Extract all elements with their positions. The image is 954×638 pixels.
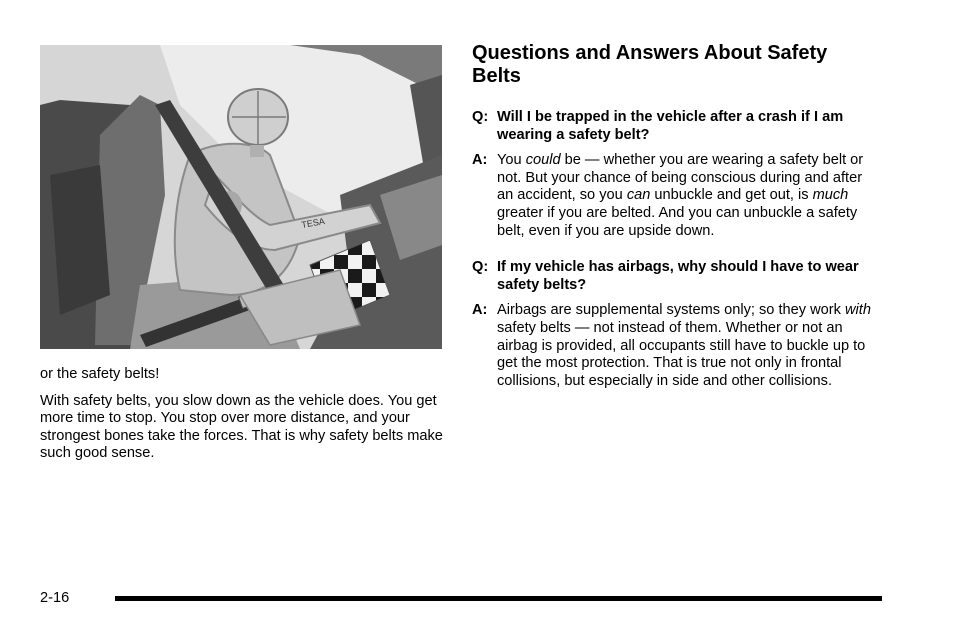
answer-segment: Airbags are supplemental systems only; so they work <box>497 302 845 319</box>
answer-2 <box>472 302 872 390</box>
answer-segment: greater if you are belted. And you can unbuckle a safety belt, even if you are upside down. <box>497 204 858 239</box>
question-text: Will I be trapped in the vehicle after a crash if I am wearing a safety belt? <box>497 109 844 143</box>
page-number: 2-16 <box>40 590 70 606</box>
footer-rule <box>115 596 882 601</box>
question-label: Q: <box>472 109 489 125</box>
question-text: If my vehicle has airbags, why should I have to wear safety belts? <box>497 259 859 293</box>
emphasis-much: much <box>812 187 849 204</box>
answer-text <box>497 302 872 390</box>
crash-test-dummy-illustration <box>40 45 442 349</box>
section-title: Questions and Answers About Safety Belts <box>472 42 828 87</box>
continuation-text: or the safety belts! <box>40 366 160 382</box>
answer-segment: unbuckle and get out, is <box>650 187 813 204</box>
answer-1 <box>472 152 872 240</box>
dummy-arm-marking: TESA <box>300 216 326 230</box>
answer-segment: You <box>497 152 526 169</box>
body-paragraph: With safety belts, you slow down as the vehicle does. You get more time to stop. You stop over more distance, and your strongest bones take the forces. That is why safety belts make such good sense. <box>40 392 443 462</box>
seat-shadow <box>50 165 110 315</box>
question-label: Q: <box>472 259 489 276</box>
right-column <box>472 42 872 409</box>
crash-test-photo <box>40 45 442 349</box>
answer-label: A: <box>472 302 488 319</box>
answer-label: A: <box>472 152 488 169</box>
answer-text <box>497 152 872 240</box>
question-1 <box>472 109 872 144</box>
left-column-text <box>40 366 450 472</box>
emphasis-with: with <box>844 302 871 319</box>
answer-segment: safety belts — not instead of them. Whether or not an airbag is provided, all occupants still have to buckle up to get the most protection. That is true not only in frontal collisions, but especially in side and other collisions. <box>497 319 866 389</box>
question-2 <box>472 259 872 294</box>
answer-segment: be — whether you are wearing a safety belt or not. But your chance of being conscious during and after an accident, so you <box>497 152 864 204</box>
emphasis-can: can <box>626 187 651 204</box>
emphasis-could: could <box>525 152 561 169</box>
dummy-neck <box>250 145 264 157</box>
